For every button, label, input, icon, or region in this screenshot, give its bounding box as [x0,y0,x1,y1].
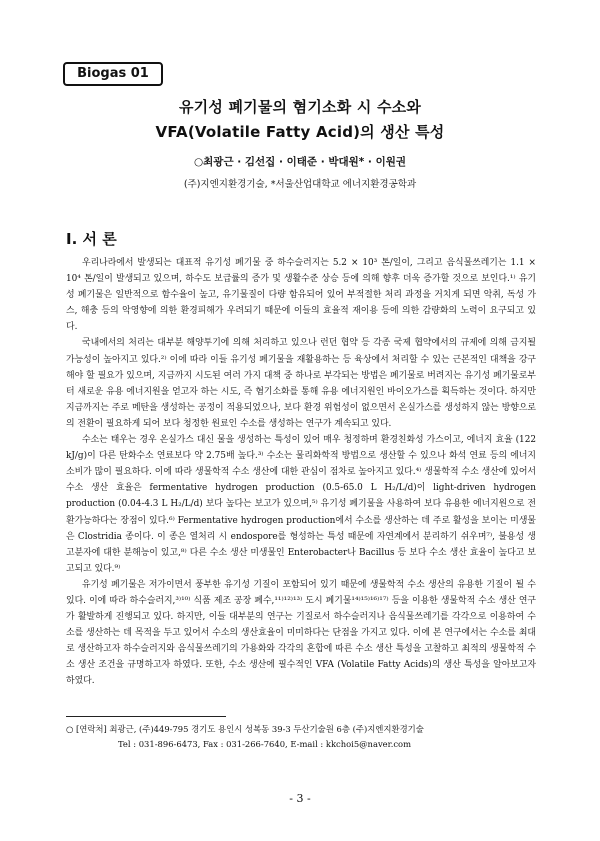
session-tag: Biogas 01 [63,62,163,86]
author-list: ○최광근 · 김선집 · 이태준 · 박대원* · 이원권 [194,156,406,168]
paragraph: 우리나라에서 발생되는 대표적 유기성 폐기물 중 하수슬러지는 5.2 × 10³ 톤/일이, 그리고 음식물쓰레기는 1.1 × 10⁴ 톤/일이 발생되고 있으며, 하수도 보급률의 증가 및 생활수준 상승 등에 의해 향후 더욱 증가할 것으로 보인다.¹⁾ 유기성 폐기물은 일반적으로 함수율이 높고, 유기물질이 다량 함유되어 있어 부적절한 처리 과정을 거치게 되면 악취, 독성 가스, 해충 등의 악영향에 의한 환경피해가 우려되기 때문에 이들의 효율적 재이용 등에 의한 감량화의 노력이 요구되고 있다. [66,258,536,333]
paragraph: 국내에서의 처리는 대부분 해양투기에 의해 처리하고 있으나 런던 협약 등 각종 국제 협약에서의 규제에 의해 금지될 가능성이 높아지고 있다.²⁾ 이에 따라 이들 유기성 폐기물을 재활용하는 등 육상에서 처리할 수 있는 근본적인 대책을 강구해야 할 필요가 있으며, 지금까지 시도된 여러 가지 대책 중 하나로 부각되는 방법은 폐기물로 버려지는 유기성 폐기물로부터 새로운 유용 에너지원을 얻고자 하는 시도, 즉 혐기소화를 통해 유용 에너지원인 바이오가스를 획득하는 것이다. 하지만 지금까지는 주로 메탄을 생성하는 공정이 적용되었으나, 보다 환경 위험성이 없으면서 온실가스를 생성하지 않는 방향으로의 전환이 필요하게 되어 보다 청정한 원료인 수소를 생성하는 연구가 계속되고 있다. [66,338,536,429]
paragraph: 유기성 폐기물은 저가이면서 풍부한 유기성 기질이 포함되어 있기 때문에 생물학적 수소 생산의 유용한 기질이 될 수 있다. 이에 따라 하수슬러지,³⁾¹⁰⁾ 식품 제조 공장 폐수,¹¹⁾¹²⁾¹³⁾ 도시 폐기물¹⁴⁾¹⁵⁾¹⁶⁾¹⁷⁾ 등을 이용한 생물학적 수소 생산 연구가 활발하게 진행되고 있다. 하지만, 이들 대부분의 연구는 기질로서 하수슬러지나 음식물쓰레기를 각각으로 이용하여 수소를 생산하는 데 목적을 두고 있어서 수소의 생산효율이 미미하다는 단점을 가지고 있다. 이에 본 연구에서는 수소를 최대로 생산하고자 하수슬러지와 음식물쓰레기의 가용화와 각각의 혼합에 따른 수소 생산 특성을 고찰하고 최적의 생물학적 수소 생산 조건을 규명하고자 하였다. 또한, 수소 생산에 필수적인 VFA (Volatile Fatty Acids)의 생산 특성을 알아보고자 하였다. [66,579,536,687]
paper-title-line-1: 유기성 폐기물의 혐기소화 시 수소와 [178,98,422,116]
paragraph: 수소는 태우는 경우 온실가스 대신 물을 생성하는 특성이 있어 매우 청정하며 환경친화성 가스이고, 에너지 효율 (122 kJ/g)이 다른 탄화수소 연료보다 약 2.75배 높다.³⁾ 수소는 물리화학적 방법으로 생산할 수 있으나 화석 연료 등의 에너지 소비가 많이 필요하다. 이에 따라 생물학적 수소 생산에 대한 관심이 점차로 높아지고 있다.⁴⁾ 생물학적 수소 생산에 있어서 수소 생산 효율은 fermentative hydrogen production (0.5-65.0 L H₂/L/d)이 light-driven hydrogen production (0.04-4.3 L H₂/L/d) 보다 높다는 보고가 있으며,⁵⁾ 유기성 폐기물을 사용하여 보다 유용한 에너지원으로 전환가능하다는 장점이 있다.⁶⁾ Fermentative hydrogen production에서 수소를 생산하는 데 주로 활성을 보이는 미생물은 Clostridia 종이다. 이 종은 열처리 시 endospore를 형성하는 특성 때문에 자연계에서 분리하기 쉬우며⁷⁾, 불용성 생고분자에 대한 분해능이 있고,⁸⁾ 다른 수소 생산 미생물인 Enterobacter나 Bacillus 등 보다 수소 생산 효율이 높다고 보고되고 있다.⁹⁾ [66,435,536,574]
section-heading-introduction: Ⅰ. 서 론 [66,230,117,248]
footnote-divider [66,716,226,717]
body-text [66,255,536,690]
paper-title-line-2: VFA(Volatile Fatty Acid)의 생산 특성 [155,123,445,141]
footnote-contact [66,722,536,752]
page-number: - 3 - [289,792,311,805]
affiliation: (주)지엔지환경기술, *서울산업대학교 에너지환경공학과 [183,179,417,190]
footnote-address: ○ [연락처] 최광근, (주)449-795 경기도 용인시 성복동 39-3 두산기술원 6층 (주)지엔지환경기술 [66,724,424,734]
footnote-phone-email: Tel : 031-896-6473, Fax : 031-266-7640, E-mail : kkchoi5@naver.com [118,739,412,749]
